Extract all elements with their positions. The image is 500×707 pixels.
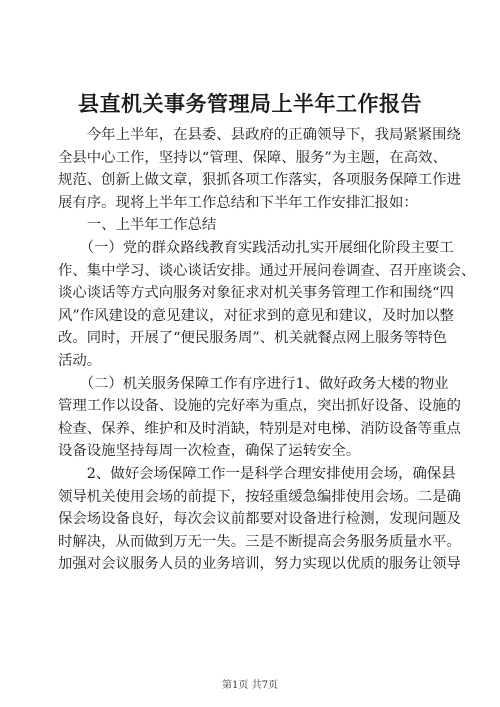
page-title: 县直机关事务管理局上半年工作报告: [78, 91, 422, 116]
section-heading: 一、上半年工作总结: [58, 217, 217, 234]
body-line: 规范、创新上做文章，狠抓各项工作落实，各项服务保障工作进: [58, 172, 461, 189]
body-line: 加强对会议服务人员的业务培训，努力实现以优质的服务让领导: [58, 556, 461, 573]
body-line: 今年上半年，在县委、县政府的正确领导下，我局紧紧围绕: [58, 127, 461, 143]
body-line: 时解决，从而做到万无一失。三是不断提高会务服务质量水平。: [58, 533, 461, 550]
body-line: 谈心谈话等方式向服务对象征求对机关事务管理工作和围绕“四: [58, 285, 454, 302]
body-line: 管理工作以设备、设施的完好率为重点，突出抓好设备、设施的: [58, 398, 461, 415]
body-line: 风”作风建设的意见建议，对征求到的意见和建议，及时加以整: [58, 307, 454, 324]
body-line: 设备设施坚持每周一次检查，确保了运转安全。: [58, 443, 361, 460]
body-line: 作、集中学习、谈心谈话安排。通过开展问卷调查、召开座谈会、: [58, 262, 476, 279]
body-line: 领导机关使用会场的前提下，按轻重缓急编排使用会场。二是确: [58, 488, 461, 505]
document-body: [58, 124, 476, 576]
page-number-footer: 第1页 共7页: [222, 680, 278, 691]
body-line: 展有序。现将上半年工作总结和下半年工作安排汇报如：: [58, 194, 418, 211]
body-line: 保会场设备良好，每次会议前都要对设备进行检测，发现问题及: [58, 511, 461, 528]
body-line: 活动。: [58, 352, 102, 369]
body-line: 改。同时，开展了“便民服务周”、机关就餐点网上服务等特色: [58, 330, 447, 347]
body-line: 全县中心工作，坚持以“管理、保障、服务”为主题，在高效、: [58, 149, 447, 166]
body-line: 2、做好会场保障工作一是科学合理安排使用会场，确保县: [58, 465, 456, 482]
body-line: （一）党的群众路线教育实践活动扎实开展细化阶段主要工: [58, 239, 454, 256]
body-line: （二）机关服务保障工作有序进行1、做好政务大楼的物业: [58, 375, 449, 392]
body-line: 检查、保养、维护和及时消缺，特别是对电梯、消防设备等重点: [58, 420, 461, 437]
